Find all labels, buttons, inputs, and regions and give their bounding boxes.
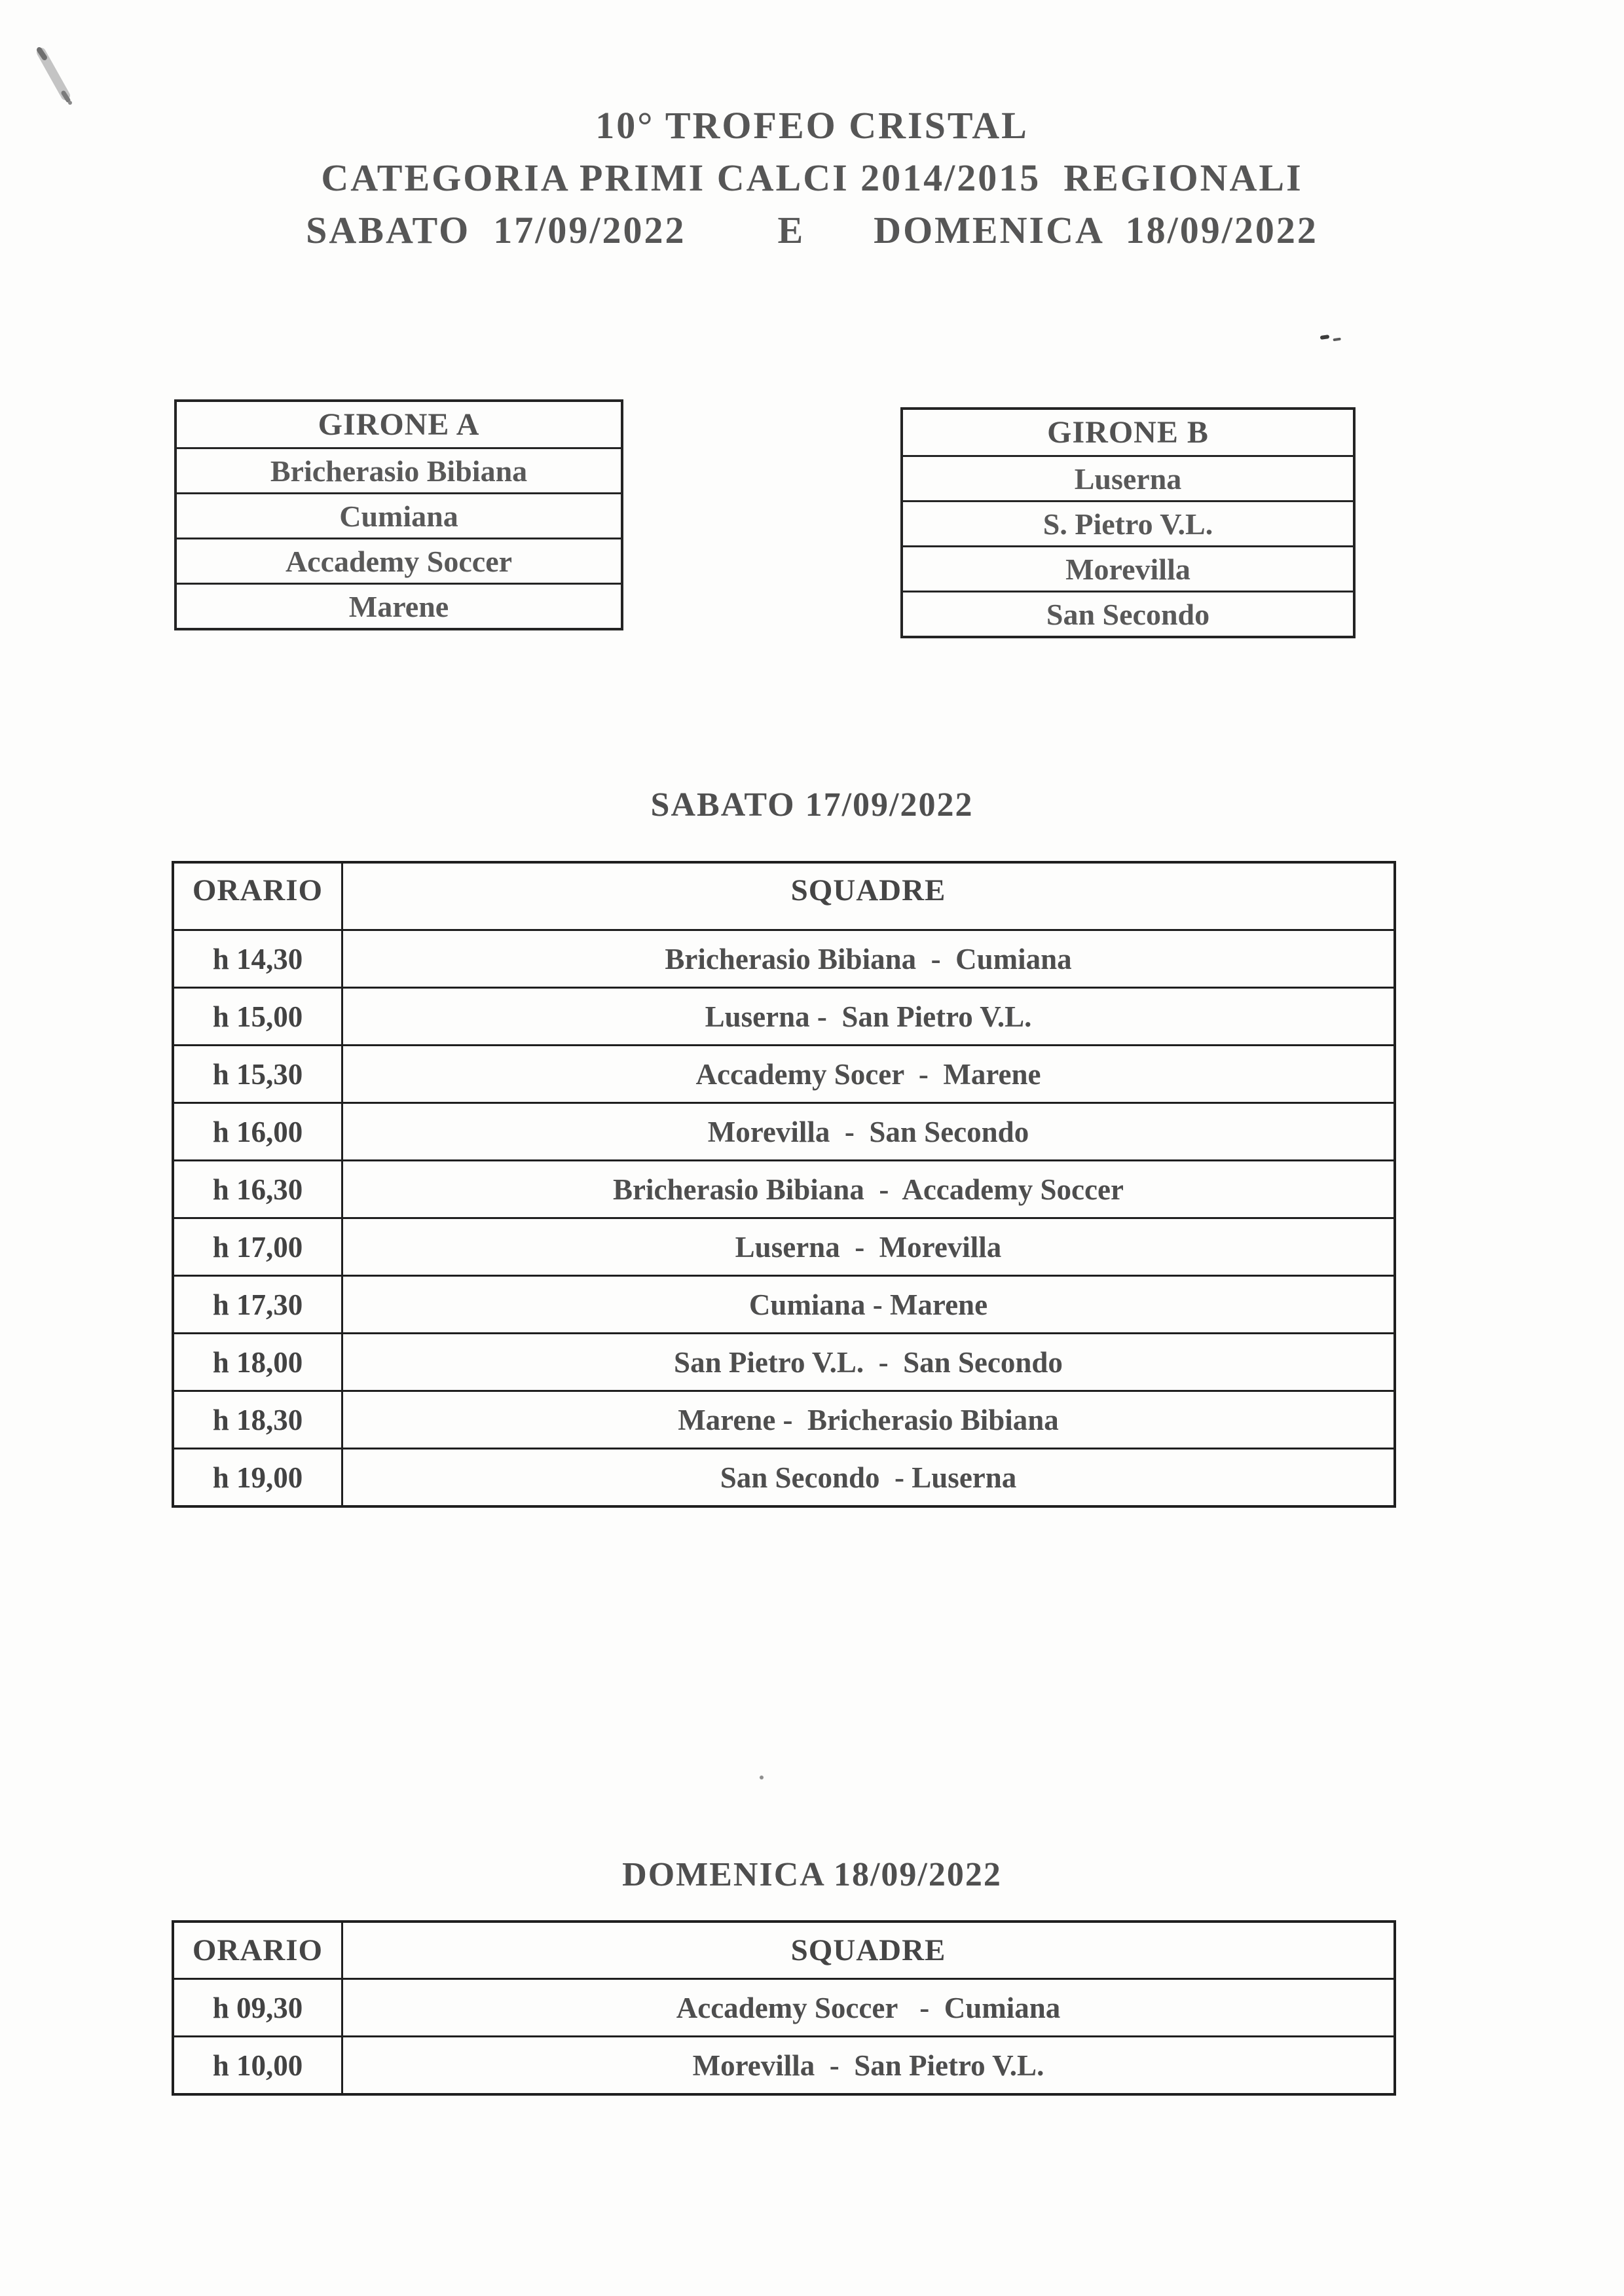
- match-teams: Luserna - San Pietro V.L.: [705, 1000, 1032, 1033]
- match-time: h 18,30: [174, 1392, 343, 1448]
- schedule-row: [174, 1044, 1393, 1102]
- schedule-row: [174, 2035, 1393, 2093]
- column-header-squadre: SQUADRE: [790, 1933, 946, 1967]
- match-time: h 09,30: [174, 1980, 343, 2035]
- girone-a-table: [174, 399, 623, 630]
- scan-speck: [1320, 335, 1330, 340]
- schedule-row: [174, 1159, 1393, 1217]
- saturday-schedule-table: [172, 861, 1396, 1508]
- match-time: h 16,00: [174, 1104, 343, 1159]
- match-teams: San Pietro V.L. - San Secondo: [674, 1345, 1063, 1379]
- sunday-schedule-table: [172, 1920, 1396, 2096]
- match-teams: Accademy Socer - Marene: [695, 1057, 1041, 1091]
- match-time: h 18,00: [174, 1334, 343, 1390]
- match-time: h 19,00: [174, 1449, 343, 1505]
- page-subtitle-dates: SABATO 17/09/2022 E DOMENICA 18/09/2022: [306, 209, 1318, 251]
- scan-speck: [760, 1776, 764, 1779]
- team-name: S. Pietro V.L.: [903, 500, 1353, 545]
- schedule-row: [174, 929, 1393, 987]
- schedule-row: [174, 1448, 1393, 1505]
- match-time: h 16,30: [174, 1161, 343, 1217]
- match-time: h 14,30: [174, 931, 343, 987]
- match-teams: Accademy Soccer - Cumiana: [676, 1991, 1061, 2024]
- match-teams: San Secondo - Luserna: [720, 1461, 1017, 1494]
- team-name: Cumiana: [177, 492, 621, 538]
- column-header-orario: ORARIO: [174, 1923, 343, 1978]
- schedule-row: [174, 1275, 1393, 1332]
- match-teams: Morevilla - San Pietro V.L.: [692, 2049, 1044, 2082]
- sunday-heading: DOMENICA 18/09/2022: [622, 1856, 1002, 1893]
- team-name: San Secondo: [903, 591, 1353, 636]
- match-time: h 15,00: [174, 989, 343, 1044]
- match-time: h 17,30: [174, 1277, 343, 1332]
- team-name: Marene: [177, 583, 621, 628]
- girone-a-title: GIRONE A: [318, 407, 480, 442]
- match-teams: Bricherasio Bibiana - Accademy Soccer: [613, 1173, 1124, 1206]
- schedule-row: [174, 1102, 1393, 1159]
- match-teams: Cumiana - Marene: [748, 1288, 988, 1321]
- match-teams: Marene - Bricherasio Bibiana: [678, 1403, 1059, 1436]
- match-time: h 17,00: [174, 1219, 343, 1275]
- saturday-heading: SABATO 17/09/2022: [650, 786, 974, 824]
- match-time: h 10,00: [174, 2037, 343, 2093]
- schedule-row: [174, 1390, 1393, 1448]
- match-teams: Bricherasio Bibiana - Cumiana: [665, 942, 1072, 975]
- match-teams: Morevilla - San Secondo: [707, 1115, 1029, 1148]
- schedule-row: [174, 1217, 1393, 1275]
- column-header-squadre: SQUADRE: [790, 873, 946, 907]
- team-name: Accademy Soccer: [177, 538, 621, 583]
- page-title: 10° TROFEO CRISTAL: [595, 104, 1029, 147]
- team-name: Bricherasio Bibiana: [177, 447, 621, 492]
- page-subtitle-category: CATEGORIA PRIMI CALCI 2014/2015 REGIONALI: [321, 156, 1303, 199]
- schedule-row: [174, 1978, 1393, 2035]
- schedule-row: [174, 1332, 1393, 1390]
- column-header-orario: ORARIO: [174, 864, 343, 929]
- team-name: Morevilla: [903, 545, 1353, 591]
- girone-b-table: [900, 407, 1356, 638]
- team-name: Luserna: [903, 455, 1353, 500]
- schedule-row: [174, 987, 1393, 1044]
- match-time: h 15,30: [174, 1046, 343, 1102]
- table-header-row: [174, 1923, 1393, 1978]
- girone-b-title: GIRONE B: [1047, 415, 1209, 450]
- document-title-block: [0, 100, 1624, 257]
- match-teams: Luserna - Morevilla: [735, 1230, 1002, 1264]
- table-header-row: [174, 864, 1393, 929]
